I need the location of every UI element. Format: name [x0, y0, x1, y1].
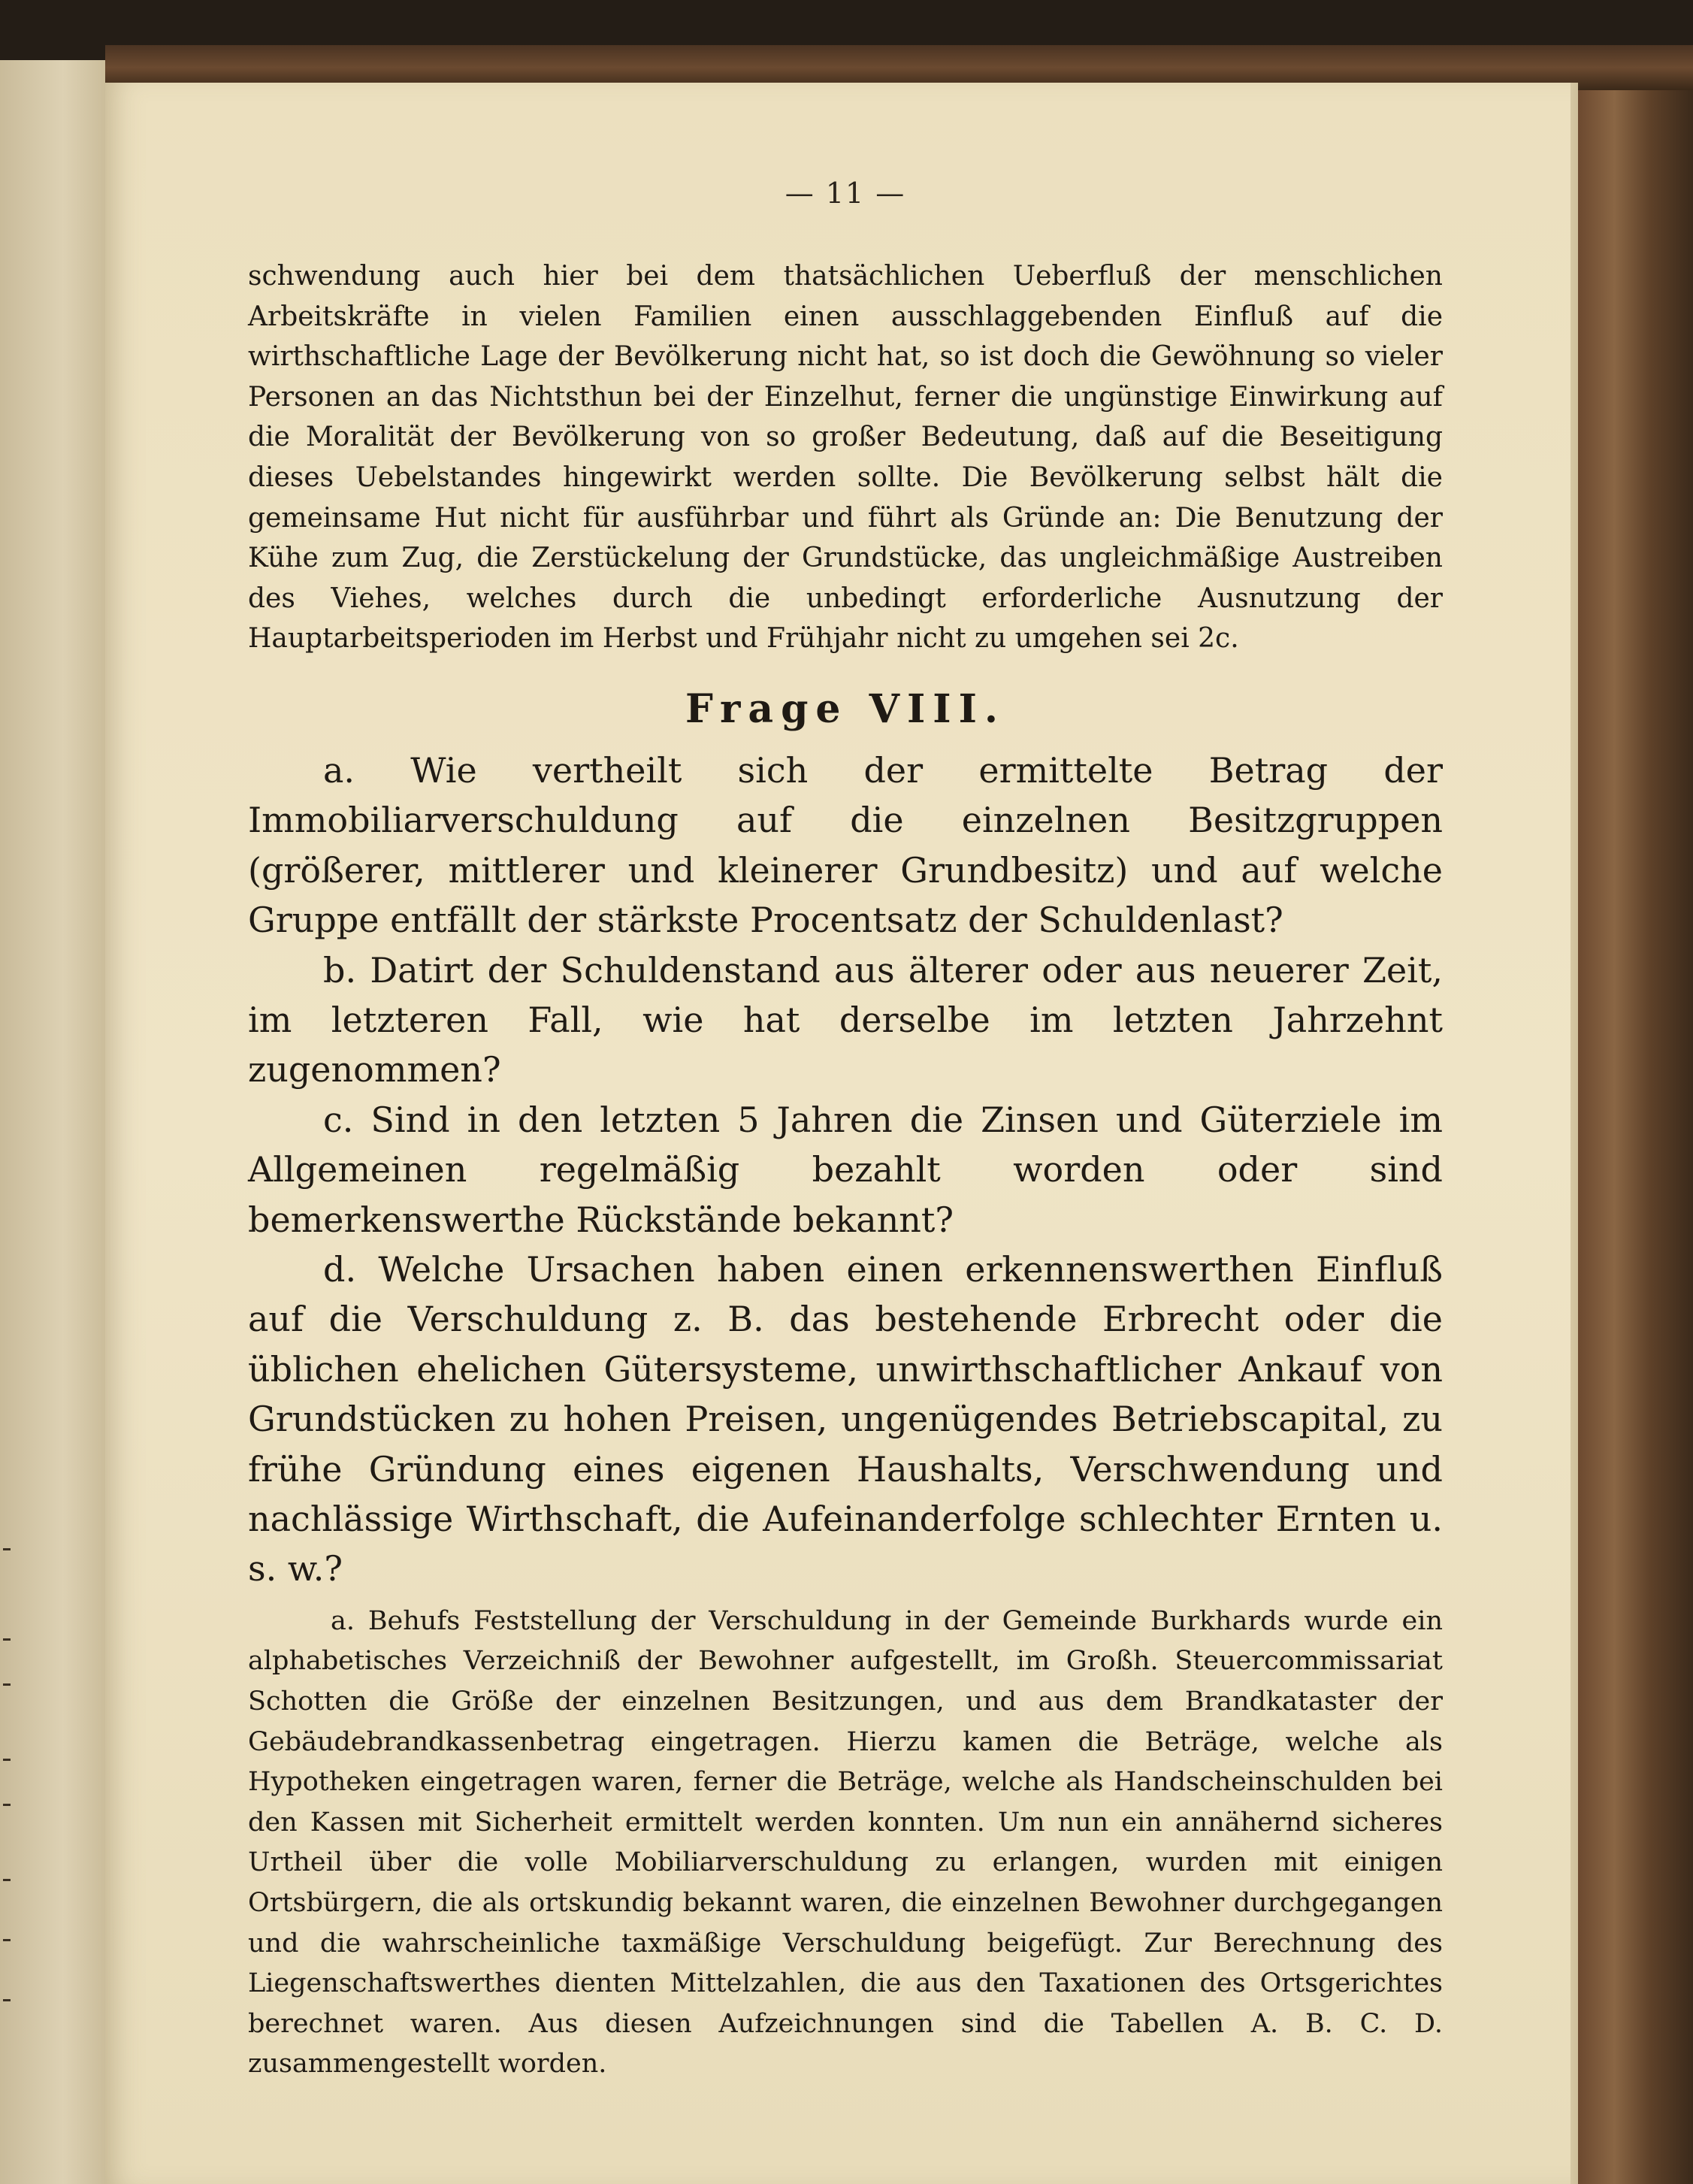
question-a: a. Wie vertheilt sich der ermittelte Betrag der Immobiliarverschuldung auf die einzelnen Besitzgruppen (größerer, mittlerer und kleinerer Grundbesitz) und auf welche Gruppe entfällt der stärkste Procentsatz der Schuldenlast? — [248, 749, 1443, 941]
question-c: c. Sind in den letzten 5 Jahren die Zinsen und Güterziele im Allgemeinen regelmäßig bezahlt worden oder sind bemerkenswerthe Rückstände bekannt? — [248, 1099, 1443, 1240]
question-d: d. Welche Ursachen haben einen erkennenswerthen Einfluß auf die Verschuldung z. B. das bestehende Erbrecht oder die üblichen ehelichen Gütersysteme, unwirthschaftlicher Ankauf von Grundstücken zu hohen Preisen, ungenügendes Betriebscapital, zu frühe Gründung eines eigenen Haushalts, Verschwendung und nachlässige Wirthschaft, die Aufeinanderfolge schlechter Ernten u. s. w.? — [248, 1249, 1443, 1590]
facing-page-edge — [0, 60, 105, 2184]
section-heading: Frage VIII. — [685, 685, 1006, 732]
question-b: b. Datirt der Schuldenstand aus älterer oder aus neuerer Zeit, im letzteren Fall, wie hat derselbe im letzten Jahrzehnt zugenommen? — [248, 949, 1443, 1090]
intro-paragraph: schwendung auch hier bei dem thatsächlichen Ueberfluß der menschlichen Arbeitskräfte in vielen Familien einen ausschlaggebenden Einfluß auf die wirthschaftliche Lage der Bevölkerung nicht hat, so ist doch die Gewöhnung so vieler Personen an das Nichtsthun bei der Einzelhut, ferner die ungünstige Einwirkung auf die Moralität der Bevölkerung von so großer Bedeutung, daß auf die Beseitigung dieses Uebelstandes hingewirkt werden sollte. Die Bevölkerung selbst hält die gemeinsame Hut nicht für ausführbar und führt als Gründe an: Die Benutzung der Kühe zum Zug, die Zerstückelung der Grundstücke, das ungleichmäßige Austreiben des Viehes, welches durch die unbedingt erforderliche Ausnutzung der Hauptarbeitsperioden im Herbst und Frühjahr nicht zu umgehen sei 2c. — [248, 261, 1443, 655]
page-content — [248, 177, 1443, 2085]
facing-page-text-fragments — [0, 1548, 15, 2074]
page-number: — 11 — — [785, 177, 906, 210]
answer-a: a. Behufs Feststellung der Verschuldung in der Gemeinde Burkhards wurde ein alphabetisches Verzeichniß der Bewohner aufgestellt, im Großh. Steuercommissariat Schotten die Größe der einzelnen Besitzungen, und aus dem Brandkataster der Gebäudebrandkassenbetrag eingetragen. Hierzu kamen die Beträge, welche als Hypotheken eingetragen waren, ferner die Beträge, welche als Handscheinschulden bei den Kassen mit Sicherheit ermittelt werden konnten. Um nun ein annähernd sicheres Urtheil über die volle Mobiliarverschuldung zu erlangen, wurden mit einigen Ortsbürgern, die als ortskundig bekannt waren, die einzelnen Bewohner durchgegangen und die wahrscheinliche taxmäßige Verschuldung beigefügt. Zur Berechnung des Liegenschaftswerthes dienten Mittelzahlen, die aus den Taxationen des Ortsgerichtes berechnet waren. Aus diesen Aufzeichnungen sind die Tabellen A. B. C. D. zusammengestellt worden. — [248, 1605, 1443, 2080]
